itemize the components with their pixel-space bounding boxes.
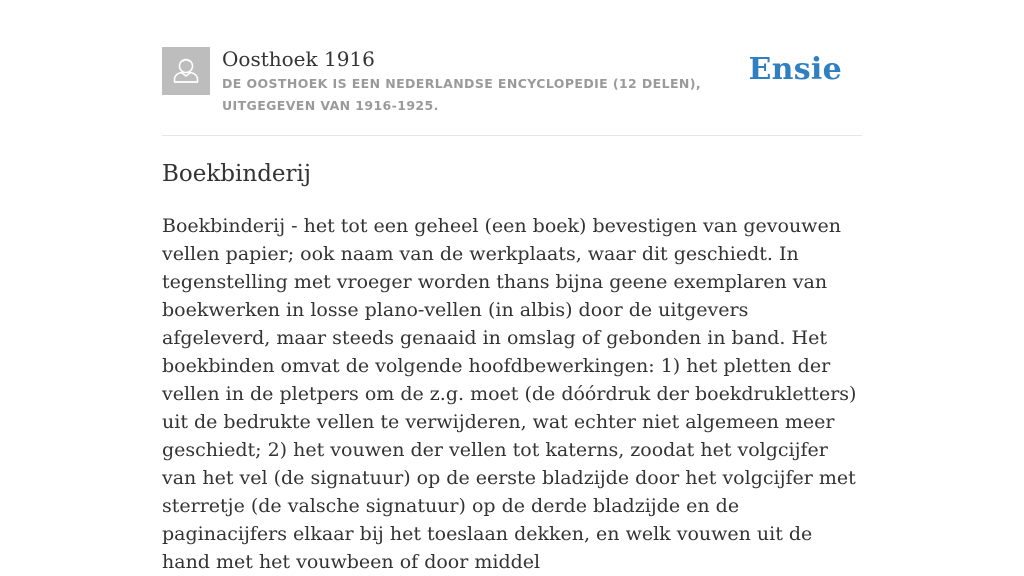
source-description: DE OOSTHOEK IS EEN NEDERLANDSE ENCYCLOPEDIE (12 DELEN), UITGEGEVEN VAN 1916-1925. — [222, 76, 702, 113]
source-title[interactable]: Oosthoek 1916 — [222, 47, 375, 71]
article-title: Boekbinderij — [162, 161, 312, 187]
header-divider — [162, 135, 862, 136]
article-body: Boekbinderij - het tot een geheel (een boek) bevestigen van gevouwen vellen papier; ook naam van de werkplaats, waar dit geschiedt. In tegenstelling met vroeger worden thans bijna geene exemplaren van boekwerken in losse plano-vellen (in albis) door de uitgevers afgeleverd, maar steeds genaaid in omslag of gebonden in band. Het boekbinden omvat de volgende hoofdbewerkingen: 1) het pletten der vellen in de pletpers om de z.g. moet (de dóórdruk der boekdrukletters) uit de bedrukte vellen te verwijderen, wat echter niet algemeen meer geschiedt; 2) het vouwen der vellen tot katerns, zoodat het volgcijfer van het vel (de signatuur) op de eerste bladzijde door het volgcijfer met sterretje (de valsche signatuur) op de derde bladzijde en de paginacijfers elkaar bij het toeslaan dekken, en welk vouwen uit de hand met het vouwbeen of door middel — [162, 215, 857, 573]
source-header — [162, 46, 862, 136]
ensie-logo-link[interactable]: Ensie — [748, 52, 842, 87]
user-silhouette-icon — [162, 47, 210, 95]
